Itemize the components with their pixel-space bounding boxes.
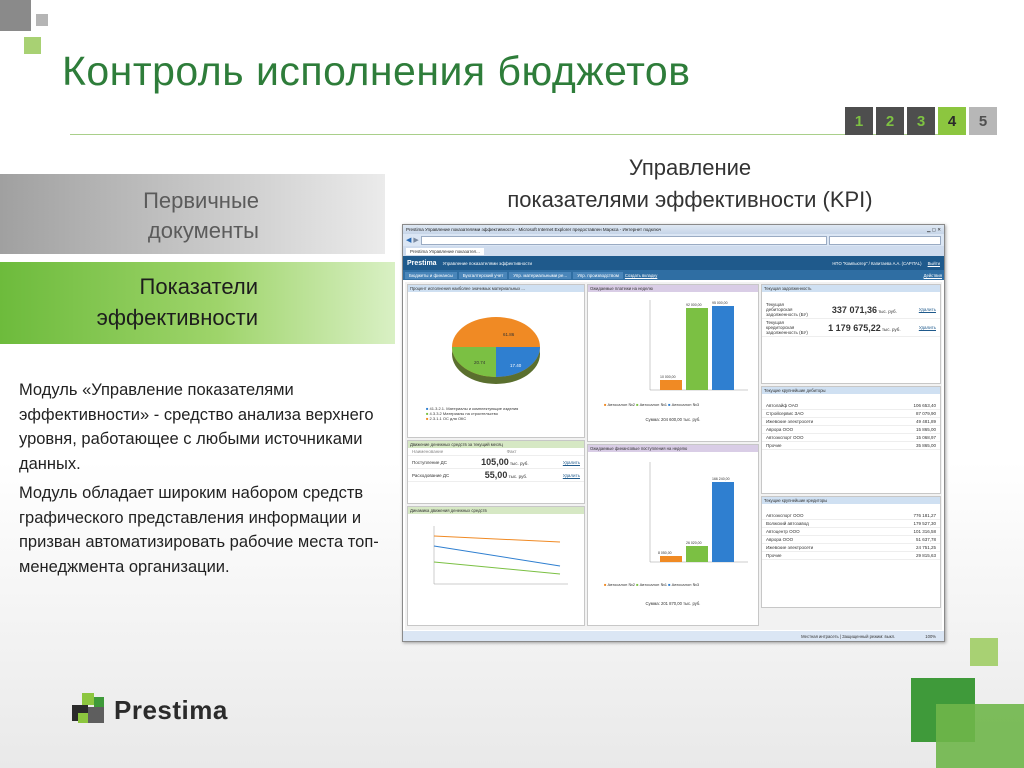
line-series-orange bbox=[434, 536, 560, 542]
table-row: Автоэкспорт ООО 776 181,27 bbox=[762, 512, 940, 520]
page-1-button[interactable]: 1 bbox=[845, 107, 873, 135]
decor-square-gray bbox=[0, 0, 31, 31]
pie-panel-title: Процент исполнения наиболее значимых материальных ... bbox=[408, 285, 584, 292]
description-paragraph-1: Модуль «Управление показателями эффективности» - средство анализа верхнего уровня, работающее с любыми источниками данных. bbox=[19, 381, 374, 473]
bar-blue bbox=[712, 482, 734, 562]
line-series-green bbox=[434, 562, 560, 574]
table-row: Ижевские электросети 24 751,25 bbox=[762, 544, 940, 552]
bar-label: 8 050,00 bbox=[658, 551, 672, 555]
ie-window-title: Prestima Управление показателями эффективности - Microsoft Internet Explorer предоставлен Маркса - Интернет подключ bbox=[406, 227, 662, 232]
delete-link[interactable]: Удалить bbox=[918, 325, 936, 330]
payments-bar-chart bbox=[588, 292, 758, 400]
window-controls-icon[interactable]: ▁ ▢ ✕ bbox=[927, 226, 941, 232]
bar-blue bbox=[712, 306, 734, 390]
slide-title: Контроль исполнения бюджетов bbox=[62, 48, 691, 94]
pie-legend bbox=[408, 406, 584, 421]
dashboard-body bbox=[405, 282, 942, 630]
cash-row: Расходование ДС 55,00 тыс. руб. Удалить bbox=[408, 469, 584, 482]
bar-label: 26 020,00 bbox=[686, 541, 702, 545]
receipts-panel bbox=[587, 444, 759, 626]
bar-label: 166 240,00 bbox=[712, 477, 730, 481]
bar-green bbox=[686, 308, 708, 390]
ie-tab[interactable]: Prestima Управление показател... bbox=[406, 248, 484, 255]
ie-tab-strip bbox=[403, 246, 944, 256]
prestima-logo bbox=[72, 693, 228, 727]
receipts-bar-chart bbox=[588, 452, 758, 580]
bar-orange bbox=[660, 556, 682, 562]
delete-link[interactable]: Удалить bbox=[562, 472, 580, 478]
app-title: Управление показателями эффективности bbox=[442, 260, 533, 266]
decor-square-gray-small bbox=[36, 14, 48, 26]
description-paragraph-2: Модуль обладает широким набором средств графического представления информации и призван автоматизировать рабочие места топ-менеджмента организации. bbox=[19, 484, 379, 576]
tab-materials[interactable]: Упр. материальными ре... bbox=[509, 272, 571, 279]
pie-chart bbox=[408, 292, 584, 404]
cash-row: Поступление ДС 105,00 тыс. руб. Удалить bbox=[408, 456, 584, 469]
payments-legend: ■ Автосалон №2 ■ Автосалон №1 ■ Автосалон №3 bbox=[604, 402, 700, 407]
table-row: Аврора ООО 51 637,78 bbox=[762, 536, 940, 544]
logout-link[interactable]: Выйти bbox=[927, 260, 940, 266]
receipts-sum: Сумма: 201 870,00 тыс. руб. bbox=[645, 601, 701, 606]
table-row: Автоэкспорт ООО 15 068,97 bbox=[762, 434, 940, 442]
table-row: Автолайф ОАО 106 653,40 bbox=[762, 402, 940, 410]
table-row: Ижевские электросети 49 481,89 bbox=[762, 418, 940, 426]
dynamics-panel-title: Динамика движения денежных средств bbox=[408, 507, 584, 514]
ie-title-bar bbox=[403, 225, 944, 234]
line-series-blue bbox=[434, 546, 560, 566]
receipts-panel-title: Ожидаемые финансовые поступления на неделю bbox=[588, 445, 758, 452]
table-row: Стройсервис ЗАО 87 079,90 bbox=[762, 410, 940, 418]
app-header bbox=[403, 256, 944, 270]
table-row: Прочие 29 815,63 bbox=[762, 552, 940, 560]
ie-search-input[interactable] bbox=[829, 236, 941, 245]
pie-label-2: 20.74 bbox=[474, 360, 486, 365]
cash-header-row: Наименование Факт bbox=[408, 448, 584, 456]
pie-panel bbox=[407, 284, 585, 438]
table-row: Автоцентр ООО 101 316,58 bbox=[762, 528, 940, 536]
page-3-button[interactable]: 3 bbox=[907, 107, 935, 135]
table-row: Аврора ООО 15 865,00 bbox=[762, 426, 940, 434]
description bbox=[19, 378, 379, 584]
tab-budgets[interactable]: Бюджеты и финансы bbox=[405, 272, 457, 279]
pie-legend-item: ■ 41.3.2.1. Материалы и комплектующие изделия bbox=[426, 406, 519, 411]
section-primary-docs-label: Первичные документы bbox=[143, 188, 259, 243]
ie-status-text: Местная интрасеть | Защищенный режим: выкл. bbox=[801, 633, 896, 639]
decor-square-green-tr bbox=[970, 638, 998, 666]
tab-production[interactable]: Упр. производством bbox=[573, 272, 623, 279]
debt-panel bbox=[761, 284, 941, 384]
app-logo-text: Prestima bbox=[407, 259, 437, 267]
prestima-logo-icon bbox=[72, 693, 106, 727]
debt-row: Текущая кредиторская задолженность (БУ) 1 179 675,22 тыс. руб. Удалить bbox=[762, 319, 940, 337]
decor-square-light-br bbox=[936, 704, 1024, 768]
debtors-panel bbox=[761, 386, 941, 494]
title-divider bbox=[70, 134, 952, 135]
bar-green bbox=[686, 546, 708, 562]
table-row: Прочие 35 865,00 bbox=[762, 442, 940, 450]
kpi-caption: Управление показателями эффективности (KPI) bbox=[507, 155, 873, 212]
app-user: НПО "Компьютер" / Капитаева А.А. (CAPITAL) bbox=[832, 260, 922, 266]
back-icon[interactable]: ◀ bbox=[406, 237, 412, 244]
address-input[interactable] bbox=[421, 236, 827, 245]
actions-link[interactable]: Действия bbox=[923, 272, 942, 278]
pie-legend-item: ■ 2.3.1.1 ОС для ОКС bbox=[426, 416, 467, 421]
payments-panel bbox=[587, 284, 759, 442]
ie-zoom[interactable]: 100% bbox=[925, 633, 936, 639]
decor-square-green-small bbox=[24, 37, 41, 54]
delete-link[interactable]: Удалить bbox=[918, 307, 936, 312]
page-4-button[interactable]: 4 bbox=[938, 107, 966, 135]
payments-panel-title: Ожидаемые платежи на неделю bbox=[588, 285, 758, 292]
debt-panel-title: Текущая задолженность bbox=[762, 285, 940, 292]
bar-orange bbox=[660, 380, 682, 390]
dynamics-line-chart bbox=[408, 514, 584, 622]
dynamics-panel bbox=[407, 506, 585, 626]
creditors-panel-title: Текущие крупнейшие кредиторы bbox=[762, 497, 940, 504]
tab-accounting[interactable]: Бухгалтерский учет bbox=[459, 272, 508, 279]
page-5-button[interactable]: 5 bbox=[969, 107, 997, 135]
debtors-panel-title: Текущие крупнейшие дебиторы bbox=[762, 387, 940, 394]
pie-label-3: 17.40 bbox=[510, 363, 522, 368]
ie-status-bar bbox=[403, 631, 944, 641]
bar-label: 95 000,00 bbox=[712, 301, 728, 305]
add-tab-link[interactable]: Создать вкладку bbox=[624, 272, 658, 278]
cash-panel bbox=[407, 440, 585, 504]
pie-legend-item: ■ 4.3.3.2 Материалы на строительство bbox=[426, 411, 498, 416]
table-row: Волжский автозавод 179 527,30 bbox=[762, 520, 940, 528]
delete-link[interactable]: Удалить bbox=[562, 459, 580, 465]
app-tab-bar bbox=[403, 270, 944, 280]
dashboard-screenshot bbox=[402, 224, 945, 642]
forward-icon[interactable]: ▶ bbox=[413, 237, 419, 244]
bar-label: 10 000,00 bbox=[660, 375, 676, 379]
cash-panel-title: Движение денежных средств за текущий месяц bbox=[408, 441, 584, 448]
receipts-legend: ■ Автосалон №2 ■ Автосалон №1 ■ Автосалон №3 bbox=[604, 582, 700, 587]
page-2-button[interactable]: 2 bbox=[876, 107, 904, 135]
pie-label-1: 61.86 bbox=[503, 332, 515, 337]
section-kpi-label: Показатели эффективности bbox=[96, 274, 258, 330]
pie-slice-blue bbox=[496, 347, 540, 377]
debt-row: Текущая дебиторская задолженность (БУ) 337 071,36 тыс. руб. Удалить bbox=[762, 292, 940, 319]
logo-text: Prestima bbox=[114, 694, 228, 725]
slide-pager bbox=[845, 107, 997, 135]
ie-address-bar bbox=[403, 234, 944, 246]
creditors-panel bbox=[761, 496, 941, 608]
payments-sum: Сумма: 204 600,00 тыс. руб. bbox=[645, 417, 701, 422]
bar-label: 92 000,00 bbox=[686, 303, 702, 307]
